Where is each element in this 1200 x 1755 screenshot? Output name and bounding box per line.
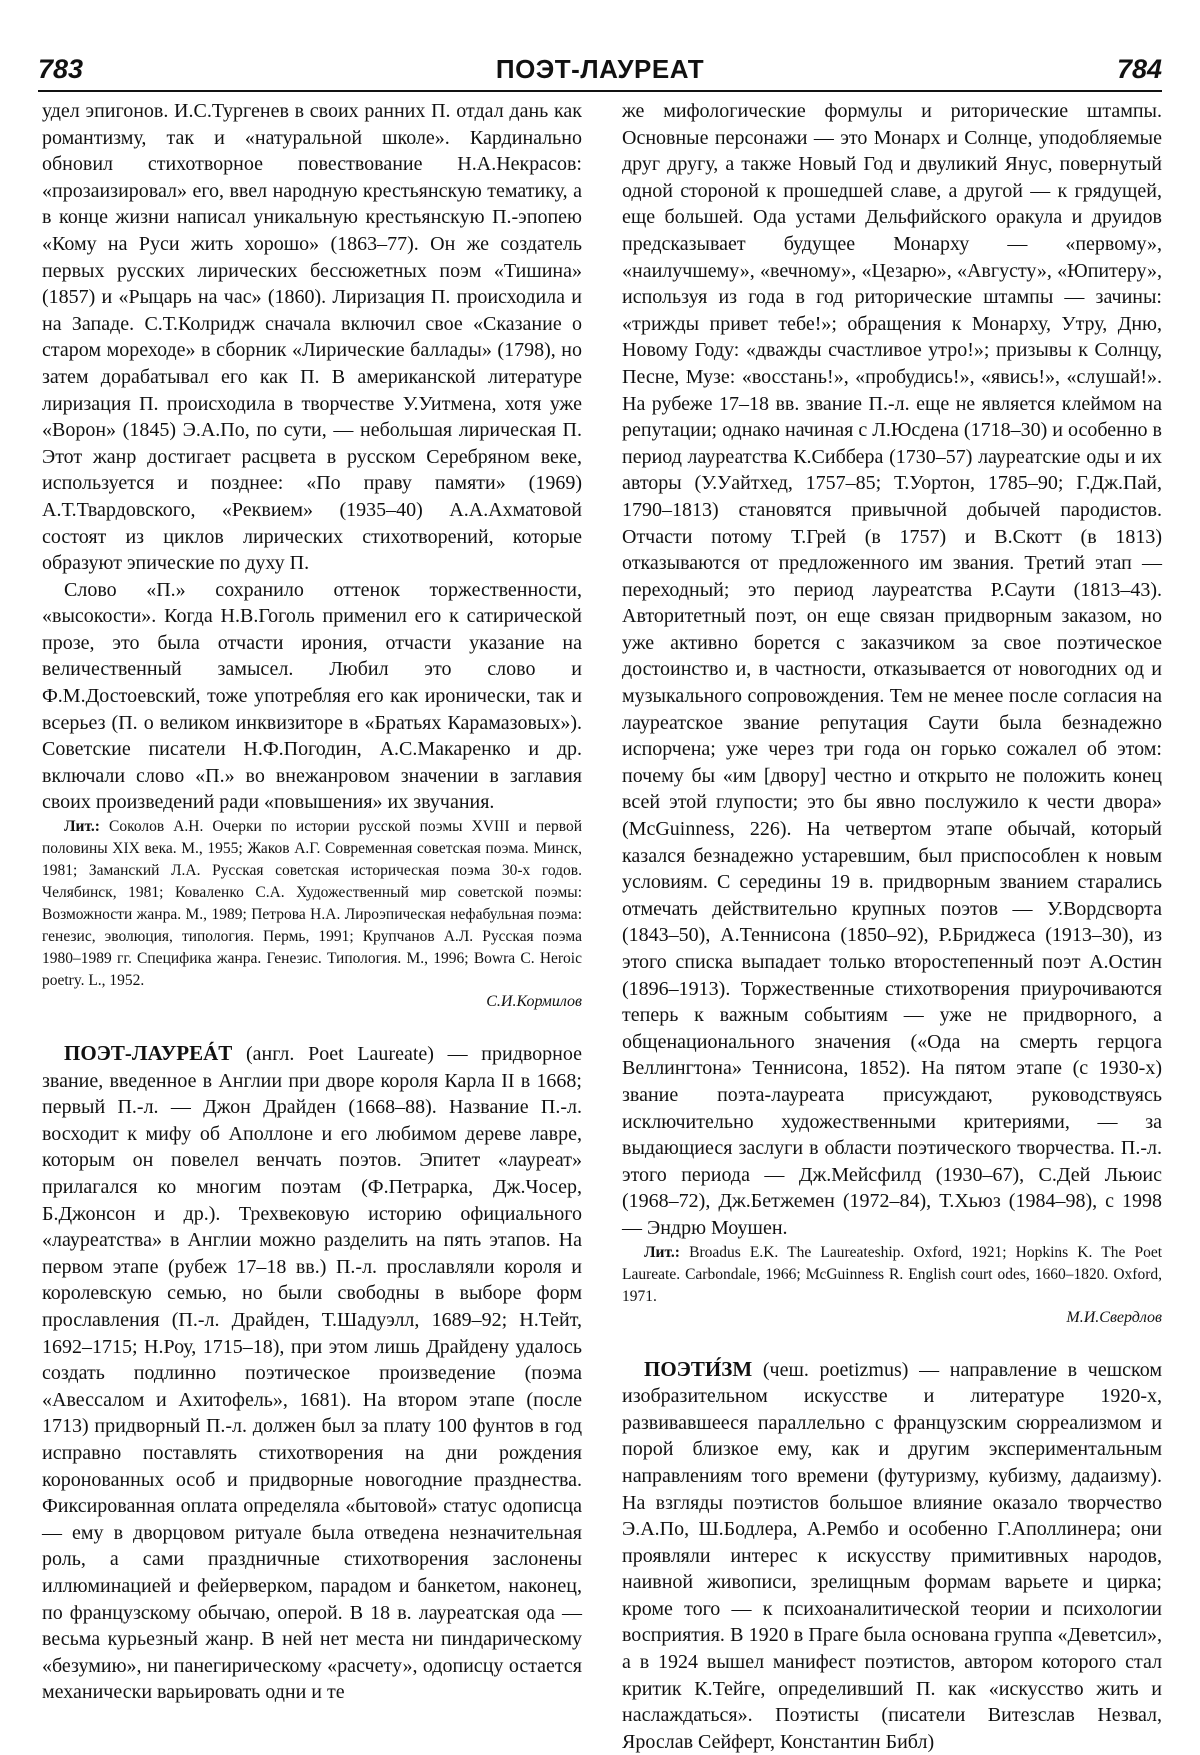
running-header bbox=[38, 52, 1162, 92]
literature-label: Лит.: bbox=[644, 1243, 680, 1261]
paragraph-word-usage: Слово «П.» сохранило оттенок торжественности, «высокости». Когда Н.В.Гоголь применил его к сатирической прозе, это была отчасти ирония, отчасти указание на величественный замысел. Любил это слово и Ф.М.Достоевский, тоже употребляя его как иронически, так и всерьез (П. о великом инквизиторе в «Братьях Карамазовых»). Советские писатели Н.Ф.Погодин, А.С.Макаренко и др. включали слово «П.» во внежанровом значении в заглавия своих произведений ради «повышения» их звучания. bbox=[42, 578, 582, 814]
article-separator bbox=[42, 1012, 582, 1040]
article-poet-laureate bbox=[42, 1040, 582, 1706]
headword-poet-laureate: ПОЭТ-ЛАУРЕÁТ bbox=[64, 1041, 233, 1066]
page-number-left: 783 bbox=[38, 54, 84, 84]
article-poetism bbox=[622, 1356, 1162, 1755]
article-separator bbox=[622, 1328, 1162, 1356]
literature-text: Соколов А.Н. Очерки по истории русской поэмы XVIII и первой половины XIX века. М., 1955; Жаков А.Г. Современная советская поэма. Минск, 1981; Заманский Л.А. Русская советская историческая поэма 30-х годов. Челябинск, 1981; Коваленко С.А. Художественный мир советской поэмы: Возможности жанра. М., 1989; Петрова Н.А. Лироэпическая нефабульная поэма: генезис, эволюция, типология. Пермь, 1991; Крупчанов А.Л. Русская поэма 1980–1989 гг. Специфика жанра. Генезис. Типология. М., 1996; Bowra C. Heroic poetry. L., 1952. bbox=[42, 818, 583, 990]
left-column bbox=[42, 98, 582, 1713]
right-column bbox=[622, 98, 1163, 1753]
article-author: М.И.Свердлов bbox=[1066, 1308, 1162, 1326]
article-poetism-text: (чеш. poetizmus) — направление в чешском изобразительном искусстве и литературе 1920-х, развивавшееся параллельно с французским сюрреализмом и порой близкое ему, как и другим экспериментальным направлениям того времени (футуризму, кубизму, дадаизму). На взгляды поэтистов большое влияние оказало творчество Э.А.По, Ш.Бодлера, А.Рембо и особенно Г.Аполлинера; они проявляли интерес к искусству примитивных народов, наивной живописи, зрелищным формам варьете и цирка; кроме того — к психоаналитической теории и психологии восприятия. В 1920 в Праге была основана группа «Деветсил», а в 1924 вышел манифест поэтистов, автором которого стал критик К.Тейге, определивший П. как «искусство жить и наслаждаться». Поэтисты (писатели Витезслав Незвал, Ярослав Сейферт, Константин Библ) bbox=[622, 1358, 1162, 1753]
article-poet-laureate-text: (англ. Poet Laureate) — придворное звание, введенное в Англии при дворе короля Карла II в 1668; первый П.-л. — Джон Драйден (1668–88). Название П.-л. восходит к мифу об Аполлоне и его любимом дереве лавре, которым он повелел венчать поэтов. Эпитет «лауреат» прилагался ко многим поэтам (Ф.Петрарка, Дж.Чосер, Б.Джонсон и др.). Трехвековую историю официального «лауреатства» в Англии можно разделить на пять этапов. На первом этапе (рубеж 17–18 вв.) П.-л. прославляли короля и королевскую семью, но были свободны в выборе форм прославления (П.-л. Драйден, Т.Шадуэлл, 1689–92; Н.Тейт, 1692–1715; Н.Роу, 1715–18), при этом лишь Драйдену удалось создать подлинно поэтическое произведение (поэма «Авессалом и Ахитофель», 1681). На втором этапе (после 1713) придворный П.-л. должен был за плату 100 фунтов в год исправно поставлять стихотворения на дни рождения коронованных особ и придворные новогодние празднества. Фиксированная оплата определяла «бытовой» статус одописца — ему в дворцовом ритуале была отведена незначительная роль, а сами праздничные стихотворения заслонены иллюминацией и фейерверком, парадом и банкетом, наконец, по французскому обычаю, оперой. В 18 в. лауреатская ода — весьма курьезный жанр. В ней нет места ни пиндарическому «безумию», ни панегирическому «расчету», одописцу остается механически варьировать одни и те bbox=[42, 1043, 583, 1704]
literature-list-laureate bbox=[622, 1242, 1162, 1328]
header-rule bbox=[38, 90, 1162, 92]
paragraph-laureate-continuation: же мифологические формулы и риторические штампы. Основные персонажи — это Монарх и Солнце, уподобляемые друг другу, а также Новый Год и двуликий Янус, повернутый одной стороной к прошедшей славе, а другой — к грядущей, еще большей. Ода устами Дельфийского оракула и друидов предсказывает будущее Монарху — «первому», «наилучшему», «вечному», «Цезарю», «Августу», «Юпитеру», используя из года в год риторические штампы — зачины: «трижды привет тебе!»; обращения к Монарху, Утру, Дню, Новому Году: «дважды счастливое утро!»; призывы к Солнцу, Песне, Музе: «восстань!», «пробудись!», «явись!», «слушай!». На рубеже 17–18 вв. звание П.-л. еще не является клеймом на репутации; однако начиная с Л.Юсдена (1718–30) и особенно в период лауреатства К.Сиббера (1730–57) лауреатские оды и их авторы (У.Уайтхед, 1757–85; Т.Уортон, 1785–90; Г.Дж.Пай, 1790–1813) становятся привычной добычей пародистов. Отчасти потому Т.Грей (в 1757) и В.Скотт (в 1813) отказываются от предложенного им звания. Третий этап — переходный; это период лауреатства Р.Саути (1813–43). Авторитетный поэт, он еще связан придворным заказом, но уже активно борется с заказчиком за свое поэтическое достоинство и, в частности, отказывается от новогодних од и музыкального сопровождения. Тем не менее после согласия на лауреатское звание репутация Саути была безнадежно испорчена; уже через три года он горько сожалел об этом: почему бы «им [двору] честно и открыто не положить конец всей этой глупости; это бы явно послужило к чести двора» (McGuinness, 226). На четвертом этапе обычай, который казался безнадежно устаревшим, был приспособлен к новым условиям. С середины 19 в. придворным званием старались отмечать действительно крупных поэтов — У.Вордсворта (1843–50), А.Теннисона (1850–92), Р.Бриджеса (1913–30), из этого списка выпадает только второстепенный поэт А.Остин (1896–1913). Торжественные стихотворения приурочиваются теперь к важным событиям — уже не придворного, а общенационального значения («Ода на смерть герцога Веллингтона» Теннисона, 1852). На пятом этапе (с 1930-х) звание поэта-лауреата присуждают, руководствуясь исключительно художественными критериями, — за выдающиеся заслуги в области поэтического творчества. П.-л. этого периода — Дж.Мейсфилд (1930–67), С.Дей Льюис (1968–72), Дж.Бетжемен (1972–84), Т.Хьюз (1984–98), с 1998 — Эндрю Моушен. bbox=[622, 100, 1162, 1239]
headword-poetism: ПОЭТИ́ЗМ bbox=[644, 1356, 753, 1381]
paragraph-continuation: удел эпигонов. И.С.Тургенев в своих ранних П. отдал дань как романтизму, так и «натуральной школе». Кардинально обновил стихотворное повествование Н.А.Некрасов: «прозаизировал» его, ввел народную крестьянскую тематику, а в конце жизни написал уникальную крестьянскую П.-эпопею «Кому на Руси жить хорошо» (1863–77). Он же создатель первых русских лирических бессюжетных поэм «Тишина» (1857) и «Рыцарь на час» (1860). Лиризация П. происходила и на Западе. С.Т.Колридж сначала включил свое «Сказание о старом мореходе» в сборник «Лирические баллады» (1798), но затем дорабатывал его как П. В американской литературе лиризация П. происходила в творчестве У.Уитмена, хотя уже «Ворон» (1845) Э.А.По, по сути, — небольшая лирическая П. Этот жанр достигает расцвета в русском Серебряном веке, используется и позднее: «По праву памяти» (1969) А.Т.Твардовского, «Реквием» (1935–40) А.А.Ахматовой состоят из циклов лирических стихотворений, которые образуют эпические по духу П. bbox=[42, 100, 582, 575]
page-number-right: 784 bbox=[1116, 54, 1162, 84]
literature-list-poema bbox=[42, 816, 582, 1012]
running-title: ПОЭТ-ЛАУРЕАТ bbox=[495, 54, 705, 84]
article-author: С.И.Кормилов bbox=[486, 993, 582, 1011]
literature-text: Broadus E.K. The Laureateship. Oxford, 1921; Hopkins K. The Poet Laureate. Carbondale, 1966; McGuinness R. English court odes, 1660–1820. Oxford, 1971. bbox=[622, 1243, 1163, 1305]
literature-label: Лит.: bbox=[64, 818, 100, 836]
